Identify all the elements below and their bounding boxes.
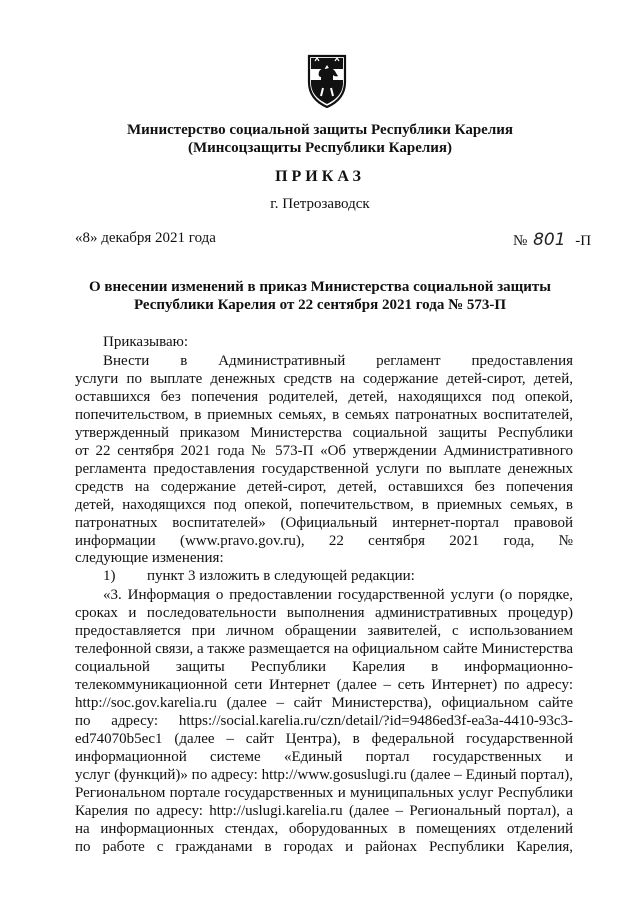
organization-name: Министерство социальной защиты Республики Карелия bbox=[127, 122, 513, 138]
list-marker: 1) bbox=[103, 568, 116, 584]
body-line: услуг (функций)» по адресу: http://www.gosuslugi.ru (далее – Единый портал), bbox=[75, 767, 573, 783]
order-date: «8» декабря 2021 года bbox=[75, 230, 216, 246]
organization-short-name: (Минсоцзащиты Республики Карелия) bbox=[187, 140, 453, 156]
document-type: ПРИКАЗ bbox=[275, 168, 365, 185]
subject-line: О внесении изменений в приказ Министерства социальной защиты bbox=[88, 279, 552, 295]
body-line: следующие изменения: bbox=[75, 550, 224, 566]
body-line: попечительством, в приемных семьях, в семьях патронатных воспитателей, bbox=[75, 407, 573, 423]
city: г. Петрозаводск bbox=[270, 196, 370, 212]
body-line: Внести в Административный регламент предоставления bbox=[103, 353, 573, 369]
subject-line: Республики Карелия от 22 сентября 2021 года № 573-П bbox=[133, 297, 507, 313]
body-line: сроках и последовательности выполнения административных процедур) bbox=[75, 605, 573, 621]
body-line: оставшихся без попечения родителей, детей, находящихся под опекой, bbox=[75, 389, 573, 405]
body-line: утвержденный приказом Министерства социальной защиты Республики bbox=[75, 425, 573, 441]
body-line: патронатных воспитателей» (Официальный интернет-портал правовой bbox=[75, 515, 573, 531]
karelia-coat-of-arms-icon bbox=[303, 52, 351, 108]
body-line: ed74070b5ec1 (далее – сайт Центра), в федеральной государственной bbox=[75, 731, 573, 747]
body-line: предоставляется при личном обращении заявителей, с использованием bbox=[75, 623, 573, 639]
number-suffix: -П bbox=[575, 233, 592, 249]
number-prefix: № bbox=[513, 233, 528, 249]
body-line: средств на содержание детей-сирот, детей, оставшихся без попечения bbox=[75, 479, 573, 495]
body-line: от 22 сентября 2021 года № 573-П «Об утверждении Административного bbox=[75, 443, 573, 459]
body-line: по работе с гражданами в городах и районах Республики Карелия, bbox=[75, 839, 573, 855]
body-line: Карелия по адресу: http://uslugi.karelia.ru (далее – Региональный портал), а bbox=[75, 803, 573, 819]
handwritten-number: 801 bbox=[533, 230, 566, 250]
body-line: информации (www.pravo.gov.ru), 22 сентября 2021 года, № bbox=[75, 533, 573, 549]
body-line: телекоммуникационной сети Интернет (далее – сеть Интернет) по адресу: bbox=[75, 677, 573, 693]
body-line: детей, находящихся под опекой, попечительством, в приемных семьях, в bbox=[75, 497, 573, 513]
order-number bbox=[513, 230, 591, 250]
body-line: http://soc.gov.karelia.ru (далее – сайт Министерства), официальном сайте bbox=[75, 695, 573, 711]
body-line: Приказываю: bbox=[103, 334, 188, 350]
body-line: услуги по выплате денежных средств на содержание детей-сирот, детей, bbox=[75, 371, 573, 387]
body-line: Региональном портале государственных и муниципальных услуг Республики bbox=[75, 785, 573, 801]
body-line: информационной системе «Единый портал государственных и bbox=[75, 749, 573, 765]
body-line: регламента предоставления государственной услуги по выплате денежных bbox=[75, 461, 573, 477]
body-line: социальной защиты Республики Карелия в информационно- bbox=[75, 659, 573, 675]
body-line: пункт 3 изложить в следующей редакции: bbox=[147, 568, 415, 584]
body-line: телефонной связи, а также размещается на официальном сайте Министерства bbox=[75, 641, 573, 657]
body-line: по адресу: https://social.karelia.ru/czn/detail/?id=9486ed3f-ea3a-4410-93c3- bbox=[75, 713, 573, 729]
body-line: на информационных стендах, оборудованных в помещениях отделений bbox=[75, 821, 573, 837]
body-line: «3. Информация о предоставлении государственной услуги (о порядке, bbox=[103, 587, 573, 603]
